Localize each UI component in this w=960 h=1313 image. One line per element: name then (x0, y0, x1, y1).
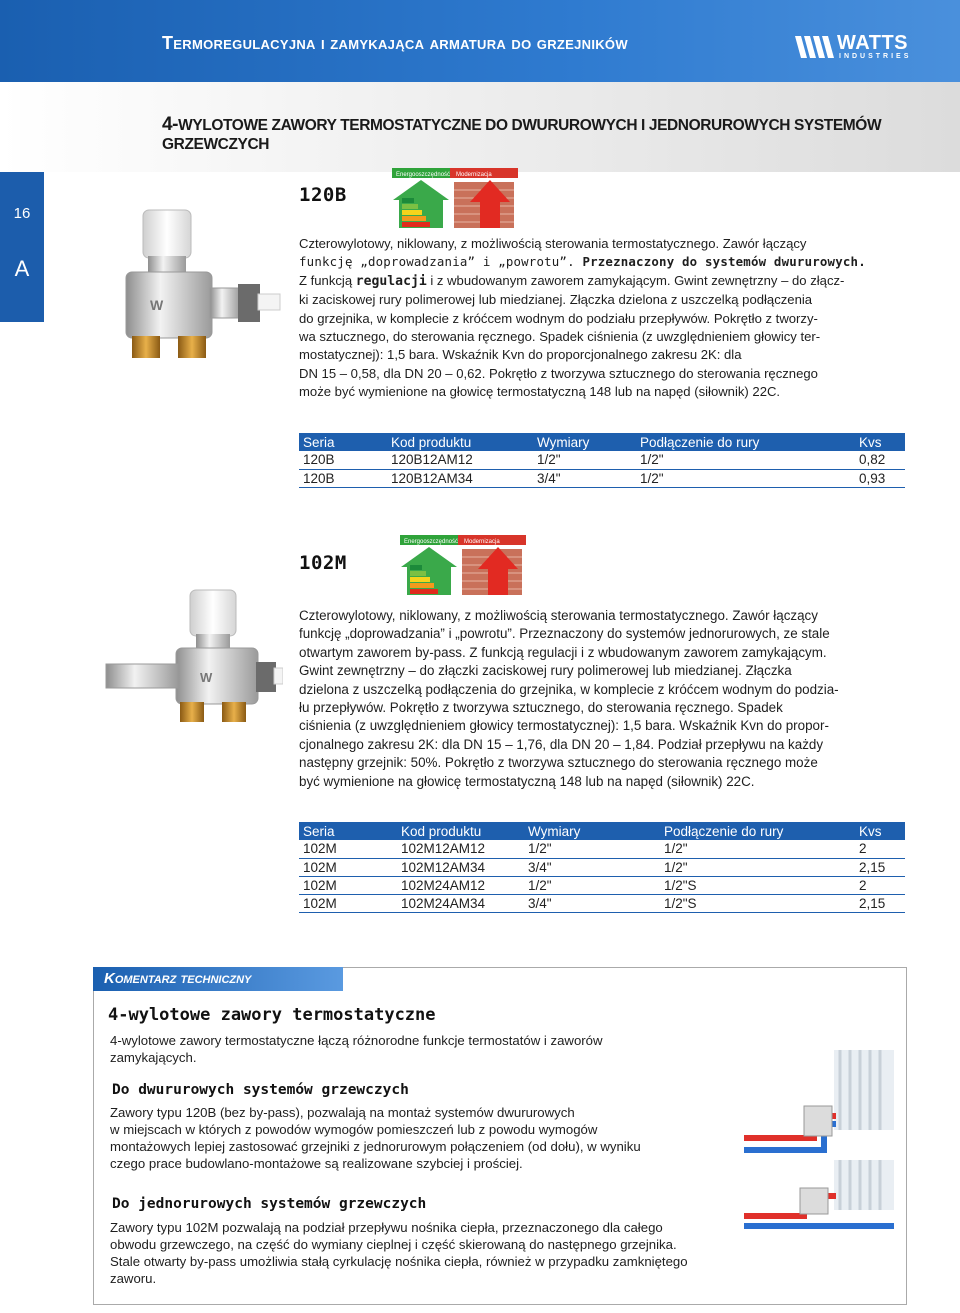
cell: 102M12AM34 (397, 858, 524, 876)
table-row (299, 451, 905, 469)
table-row (299, 840, 905, 858)
two-pipe-diagram (744, 1050, 894, 1160)
cell: 120B (299, 451, 387, 469)
energy-label-icon (400, 535, 458, 597)
desc-line: być wymienione na głowicę termostatyczną 148 lub na napęd (siłownik) 22C. (299, 773, 755, 789)
comment-intro (110, 1032, 603, 1066)
cell: 1/2" (636, 451, 855, 469)
cell: 1/2" (524, 876, 660, 894)
cell: 102M12AM12 (397, 840, 524, 858)
comment-title: 4-wylotowe zawory termostatyczne (108, 1005, 436, 1025)
energy-label-text: Energooszczędność (396, 172, 450, 178)
desc-line: otwartym zaworem by-pass. Z funkcją regulacji i z wbudowanym zaworem zamykającym. (299, 644, 827, 660)
modernization-label-text: Modernizacja (464, 539, 500, 545)
cell: 1/2" (660, 858, 855, 876)
watts-logo (795, 34, 913, 62)
text-line: obwodu grzewczego, na część do wymiany cieplnej i część skierowaną do następnego grzejnika. (110, 1237, 677, 1252)
col-header: Podłączenie do rury (660, 822, 855, 840)
desc-line: do grzejnika, w komplecie z króćcem wodnym do podziału przepływów. Pokrętło z tworzy- (299, 310, 818, 326)
table-row (299, 894, 905, 912)
one-pipe-text (110, 1219, 688, 1287)
text-line: Stale otwarty by-pass umożliwia stałą cyrkulację nośnika ciepła, również w przypadku zamkniętego (110, 1254, 688, 1269)
desc-line: następny grzejnik: 50%. Pokrętło z tworzywa sztucznego do sterowania ręcznego może (299, 755, 818, 771)
watts-logo-icon (795, 36, 835, 58)
desc-line: łu przepływów. Pokrętło z tworzywa sztucznego, do sterowania ręcznego. Spadek (299, 700, 783, 716)
comment-heading: Komentarz techniczny (104, 970, 252, 987)
product-description-120b (299, 235, 905, 402)
desc-line (299, 272, 905, 291)
col-header: Kvs (855, 822, 905, 840)
desc-line: Czterowylotowy, niklowany, z możliwością sterowania termostatycznego. Zawór łączący (299, 236, 807, 251)
desc-line: wa sztucznego, do sterowania ręcznego. Spadek ciśnienia (z uwzględnieniem głowicy ter- (299, 329, 821, 345)
text-line: Zawory typu 102M pozwalają na podział przepływu nośnika ciepła, przeznaczonego dla całego (110, 1220, 663, 1235)
one-pipe-title: Do jednorurowych systemów grzewczych (112, 1196, 427, 1212)
side-strip (0, 172, 44, 322)
desc-line: ki zaciskowej rury polimerowej lub miedzianej. Złączka dzielona z uszczelką podłączenia (299, 292, 813, 308)
col-header: Kod produktu (397, 822, 524, 840)
section-title-text: WYLOTOWE ZAWORY TERMOSTATYCZNE DO DWURUROWYCH I JEDNORUROWYCH SYSTEMÓW GRZEWCZYCH (162, 117, 882, 153)
cell: 0,82 (855, 451, 905, 469)
text-line: zamykających. (110, 1050, 197, 1065)
cell: 102M (299, 876, 397, 894)
text-line: czego prace budowlano-montażowe są realizowane szybciej i prościej. (110, 1156, 523, 1171)
product-name-102m: 102M (299, 552, 347, 574)
cell: 1/2"S (660, 876, 855, 894)
cell: 1/2" (524, 840, 660, 858)
cell: 1/2"S (660, 894, 855, 912)
cell: 3/4" (524, 894, 660, 912)
spec-table-102m (299, 822, 905, 913)
cell: 0,93 (855, 469, 905, 487)
cell: 120B12AM34 (387, 469, 533, 487)
desc-emphasis: Przeznaczony do systemów dwururowych. (582, 254, 866, 270)
desc-line: Gwint zewnętrzny – do złączki zaciskowej rury polimerowej lub miedzianej. Złączka (299, 663, 792, 679)
energy-label-icon (392, 168, 450, 230)
section-title-prefix: 4- (162, 114, 179, 135)
text-line: Zawory typu 120B (bez by-pass), pozwalają na montaż systemów dwururowych (110, 1105, 575, 1120)
modernization-label-text: Modernizacja (456, 172, 492, 178)
desc-line: może być wymienione na głowicę termostatyczną 148 lub na napęd (siłownik) 22C. (299, 384, 781, 400)
modernization-label-icon (458, 535, 526, 597)
col-header: Kvs (855, 433, 905, 451)
desc-line: funkcję „doprowadzania” i „powrotu”. Przeznaczony do systemów jednorurowych, ze stale (299, 626, 830, 642)
cell: 1/2" (660, 840, 855, 858)
cell: 102M (299, 894, 397, 912)
desc-line: ciśnienia (z uwzględnieniem głowicy termostatycznej): 1,5 bara. Wskaźnik Kvn do propor- (299, 718, 829, 734)
section-letter: A (14, 256, 30, 281)
modernization-label-icon (450, 168, 518, 230)
text-line: zaworu. (110, 1271, 157, 1286)
one-pipe-diagram (744, 1160, 894, 1230)
valve-102m-image (88, 582, 283, 732)
col-header: Seria (299, 433, 387, 451)
cell: 2,15 (855, 858, 905, 876)
desc-text: Z funkcją (299, 272, 353, 288)
table-header-row (299, 822, 905, 840)
two-pipe-text (110, 1104, 641, 1172)
table-row (299, 858, 905, 876)
text-line: 4-wylotowe zawory termostatyczne łączą różnorodne funkcje termostatów i zaworów (110, 1033, 603, 1048)
col-header: Wymiary (533, 433, 636, 451)
table-row (299, 876, 905, 894)
desc-line: cjonalnego zakresu 2K: dla DN 15 – 1,76, dla DN 20 – 1,84. Podział przepływu na każdy (299, 736, 824, 752)
cell: 2 (855, 876, 905, 894)
page-number: 16 (13, 205, 31, 222)
svg-text:W: W (200, 670, 213, 685)
col-header: Podłączenie do rury (636, 433, 855, 451)
desc-text: funkcję „doprowadzania” i „powrotu”. (299, 254, 575, 270)
desc-line: Czterowylotowy, niklowany, z możliwością sterowania termostatycznego. Zawór łączący (299, 608, 818, 623)
logo-text: WATTS (837, 32, 909, 54)
desc-line: mostatycznej): 1,5 bara. Wskaźnik Kvn do proporcjonalnego zakresu 2K: dla (299, 347, 742, 363)
energy-label-text: Energooszczędność (404, 539, 458, 545)
cell: 102M (299, 840, 397, 858)
cell: 2,15 (855, 894, 905, 912)
cell: 1/2" (533, 451, 636, 469)
col-header: Kod produktu (387, 433, 533, 451)
cell: 120B12AM12 (387, 451, 533, 469)
text-line: w miejscach w których z powodów wymogów pomieszczeń lub z powodu wymogów (110, 1122, 598, 1137)
spec-table-120b (299, 433, 905, 488)
valve-120b-image (88, 188, 283, 378)
desc-text: i z wbudowanym zaworem zamykającym. Gwint zewnętrzny – do złącz- (430, 272, 845, 288)
product-description-102m (299, 607, 905, 791)
product-name-120b: 120B (299, 184, 347, 206)
table-header-row (299, 433, 905, 451)
col-header: Wymiary (524, 822, 660, 840)
text-line: montażowych lepiej zastosować grzejniki z jednorurowym połączeniem (od dołu), w wyniku (110, 1139, 641, 1154)
cell: 1/2" (636, 469, 855, 487)
col-header: Seria (299, 822, 397, 840)
cell: 120B (299, 469, 387, 487)
logo-subtext: INDUSTRIES (839, 53, 912, 60)
table-row (299, 469, 905, 487)
cell: 102M24AM34 (397, 894, 524, 912)
cell: 3/4" (533, 469, 636, 487)
cell: 102M24AM12 (397, 876, 524, 894)
section-title (162, 114, 960, 154)
desc-line (299, 253, 905, 271)
cell: 102M (299, 858, 397, 876)
cell: 2 (855, 840, 905, 858)
cell: 3/4" (524, 858, 660, 876)
desc-emphasis: regulacji (355, 273, 427, 289)
desc-line: DN 15 – 0,58, dla DN 20 – 0,62. Pokrętło z tworzywa sztucznego do sterowania ręcznego (299, 365, 818, 381)
svg-text:W: W (150, 297, 164, 313)
two-pipe-title: Do dwururowych systemów grzewczych (112, 1082, 409, 1098)
header-title: Termoregulacyjna i zamykająca armatura do grzejników (162, 33, 628, 53)
desc-line: dzielona z uszczelką podłączenia do grzejnika, w komplecie z króćcem wodnym do podzia- (299, 681, 839, 697)
